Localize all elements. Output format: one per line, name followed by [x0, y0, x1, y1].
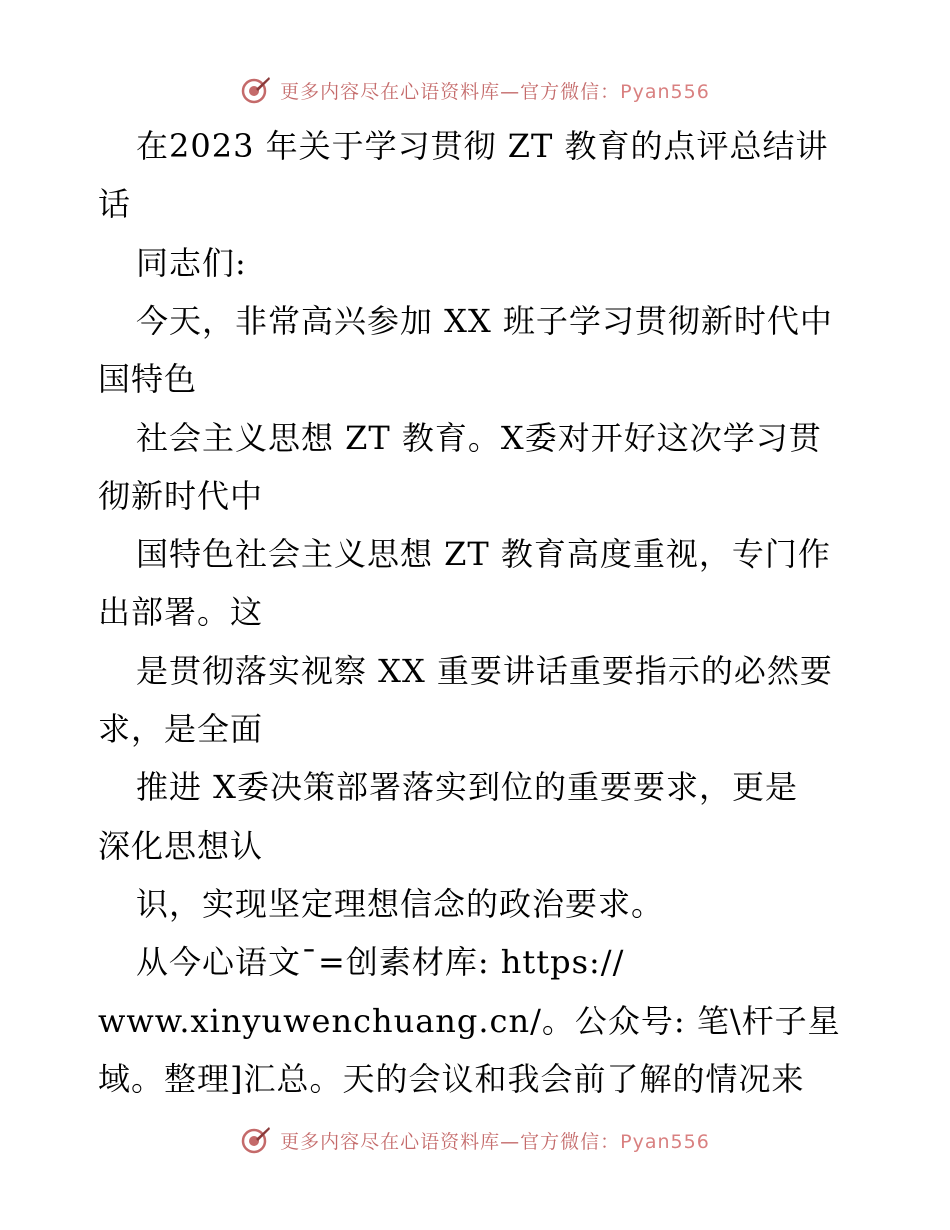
doc-line-5: 国特色: [98, 360, 198, 398]
brush-logo-icon: [240, 74, 272, 106]
doc-line-14: 识，实现坚定理想信念的政治要求。: [136, 885, 665, 923]
header-banner-text: 更多内容尽在心语资料库—官方微信：Pyan556: [280, 80, 710, 103]
doc-line-7: 彻新时代中: [98, 477, 264, 515]
doc-line-1: 在2023 年关于学习贯彻 ZT 教育的点评总结讲: [136, 127, 829, 165]
footer-banner: [0, 1120, 950, 1160]
footer-banner-text: 更多内容尽在心语资料库—官方微信：Pyan556: [280, 1130, 710, 1153]
header-wechat-handle: Pyan556: [620, 80, 710, 103]
header-banner: [0, 70, 950, 110]
doc-line-10: 是贯彻落实视察 XX 重要讲话重要指示的必然要: [136, 652, 833, 690]
doc-line-11: 求，是全面: [98, 710, 264, 748]
doc-line-2: 话: [98, 185, 132, 223]
doc-line-13: 深化思想认: [98, 827, 264, 865]
doc-line-15: 从今心语文¯=创素材库: https://: [136, 943, 625, 981]
doc-line-4: 今天，非常高兴参加 XX 班子学习贯彻新时代中: [136, 302, 833, 340]
brush-logo-icon: [240, 1124, 272, 1156]
doc-line-8: 国特色社会主义思想 ZT 教育高度重视，专门作: [136, 535, 831, 573]
doc-line-9: 出部署。这: [98, 593, 264, 631]
doc-line-6: 社会主义思想 ZT 教育。X委对开好这次学习贯: [136, 419, 822, 457]
doc-line-16: www.xinyuwenchuang.cn/。公众号: 笔\杆子星: [98, 1002, 841, 1040]
doc-line-3: 同志们:: [136, 244, 247, 282]
doc-line-17: 域。整理]汇总。天的会议和我会前了解的情况来: [98, 1060, 805, 1098]
footer-wechat-handle: Pyan556: [620, 1130, 710, 1153]
doc-line-12: 推进 X委决策部署落实到位的重要要求，更是: [136, 768, 798, 806]
